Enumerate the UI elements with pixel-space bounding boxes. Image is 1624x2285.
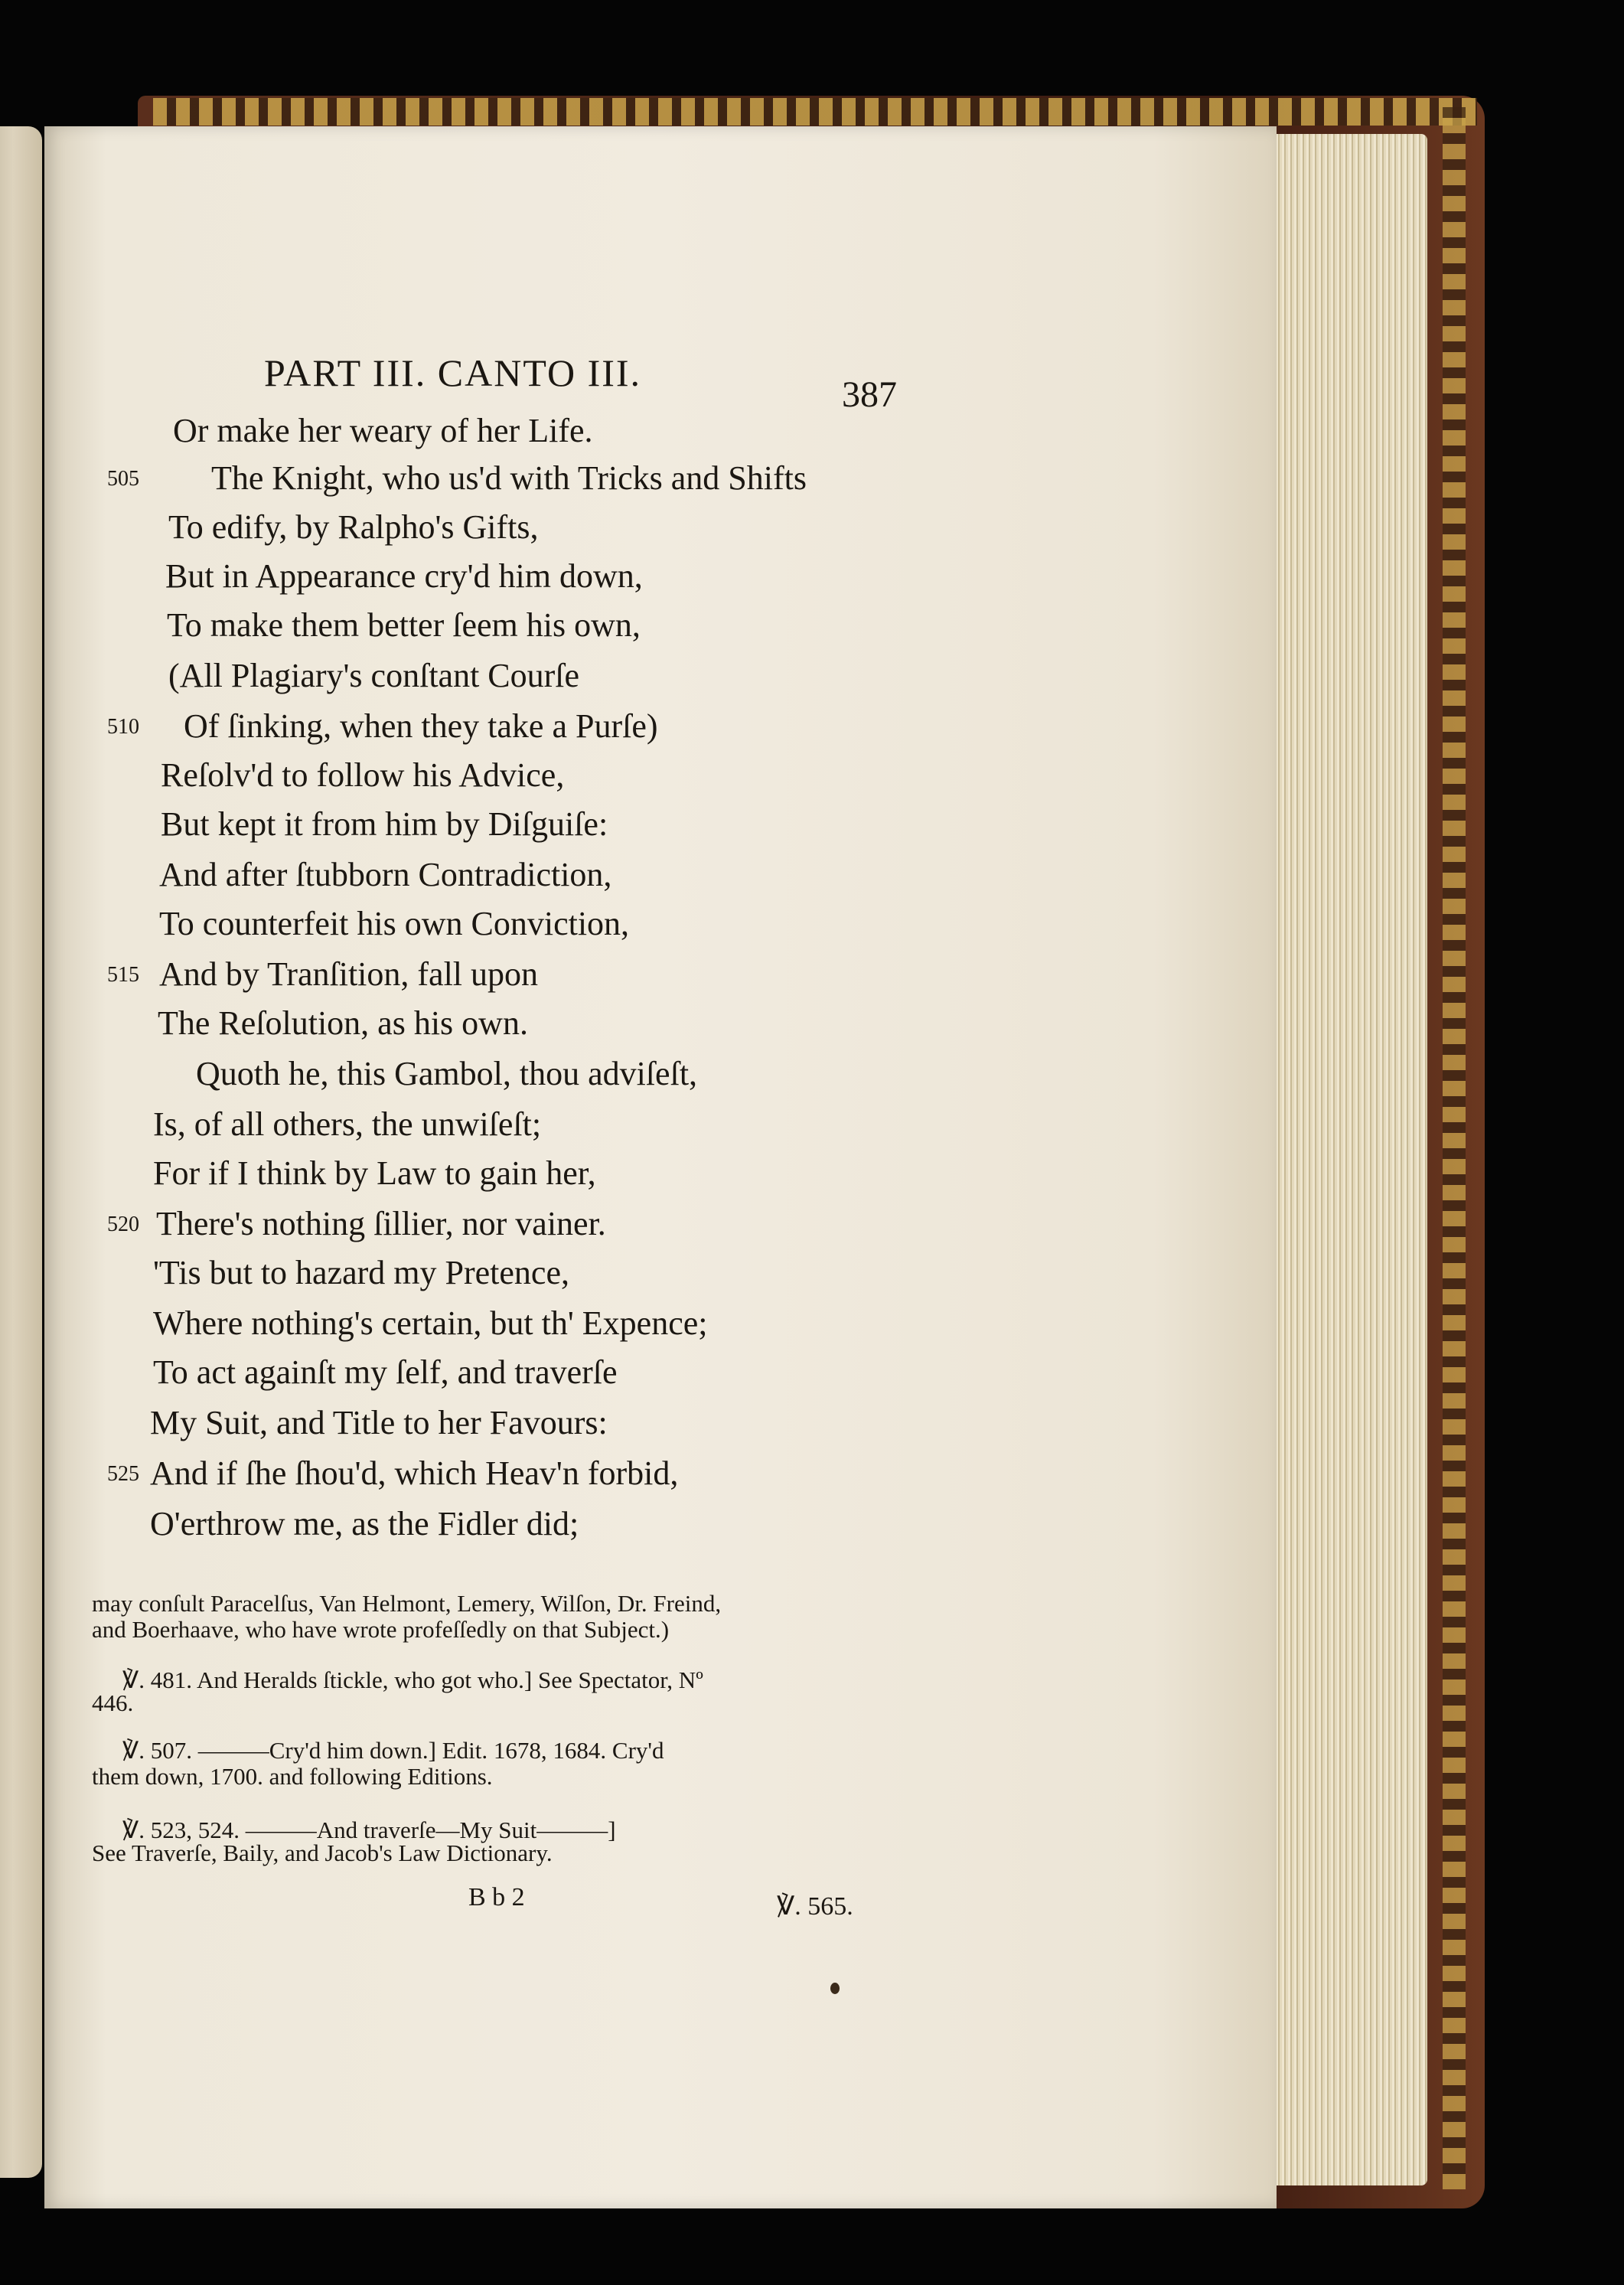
gilt-border-top (153, 98, 1477, 126)
verse-line: To counterfeit his own Conviction, (159, 905, 630, 942)
catchword: ℣. 565. (777, 1892, 853, 1921)
verse-line: (All Plagiary's conſtant Courſe (168, 657, 580, 694)
verse-line: But in Appearance cry'd him down, (165, 557, 643, 595)
verse-line: Is, of all others, the unwiſeſt; (153, 1105, 542, 1143)
line-number: 520 (107, 1213, 139, 1236)
verse-line: Where nothing's certain, but th' Expence; (153, 1304, 708, 1342)
verse-line: But kept it from him by Diſguiſe: (161, 805, 608, 843)
gilt-border-right (1443, 107, 1466, 2189)
running-title: PART III. CANTO III. (264, 351, 642, 394)
line-number: 510 (107, 715, 139, 739)
verse-line: Or make her weary of her Life. (173, 412, 593, 449)
verse-line: To edify, by Ralpho's Gifts, (168, 508, 539, 546)
verse-line: Quoth he, this Gambol, thou adviſeſt, (196, 1055, 698, 1092)
ink-speck (830, 1983, 840, 1994)
verse-line: And by Tranſition, fall upon (159, 955, 539, 993)
verse-line: The Knight, who us'd with Tricks and Shifts (211, 459, 807, 497)
verse-line: To act againſt my ſelf, and traverſe (153, 1353, 618, 1391)
line-number: 515 (107, 963, 139, 987)
line-number: 505 (107, 467, 139, 491)
footnote-line: ℣. 481. And Heralds ſtickle, who got who.] See Spectator, Nº (122, 1666, 703, 1693)
page-number: 387 (842, 374, 897, 415)
footnote-line: them down, 1700. and following Editions. (92, 1763, 493, 1790)
verse-line: For if I think by Law to gain her, (153, 1154, 596, 1192)
verse-line: O'erthrow me, as the Fidler did; (150, 1505, 579, 1542)
verse-line: And if ſhe ſhou'd, which Heav'n forbid, (150, 1454, 679, 1492)
verse-line: And after ſtubborn Contradiction, (159, 856, 612, 893)
verse-line: 'Tis but to hazard my Pretence, (153, 1254, 569, 1291)
verse-line: The Reſolution, as his own. (158, 1004, 528, 1042)
verse-line: My Suit, and Title to her Favours: (150, 1404, 608, 1441)
footnote-line: and Boerhaave, who have wrote profeſſedly on that Subject.) (92, 1616, 670, 1643)
footnote-line: may conſult Paracelſus, Van Helmont, Lemery, Wilſon, Dr. Freind, (92, 1590, 722, 1617)
verse-line: To make them better ſeem his own, (167, 606, 641, 644)
footnote-line: See Traverſe, Baily, and Jacob's Law Dictionary. (92, 1839, 553, 1866)
footnote-line: 446. (92, 1689, 134, 1716)
previous-page-edge (0, 126, 42, 2178)
signature-mark: B b 2 (468, 1883, 525, 1911)
verse-line: Of ſinking, when they take a Purſe) (184, 707, 658, 745)
footnote-line: ℣. 507. ———Cry'd him down.] Edit. 1678, 1684. Cry'd (122, 1737, 664, 1764)
line-number: 525 (107, 1462, 139, 1486)
footnote-line: ℣. 523, 524. ———And traverſe—My Suit———] (122, 1817, 616, 1843)
verse-line: Reſolv'd to follow his Advice, (161, 756, 565, 794)
verse-line: There's nothing ſillier, nor vainer. (156, 1205, 606, 1242)
